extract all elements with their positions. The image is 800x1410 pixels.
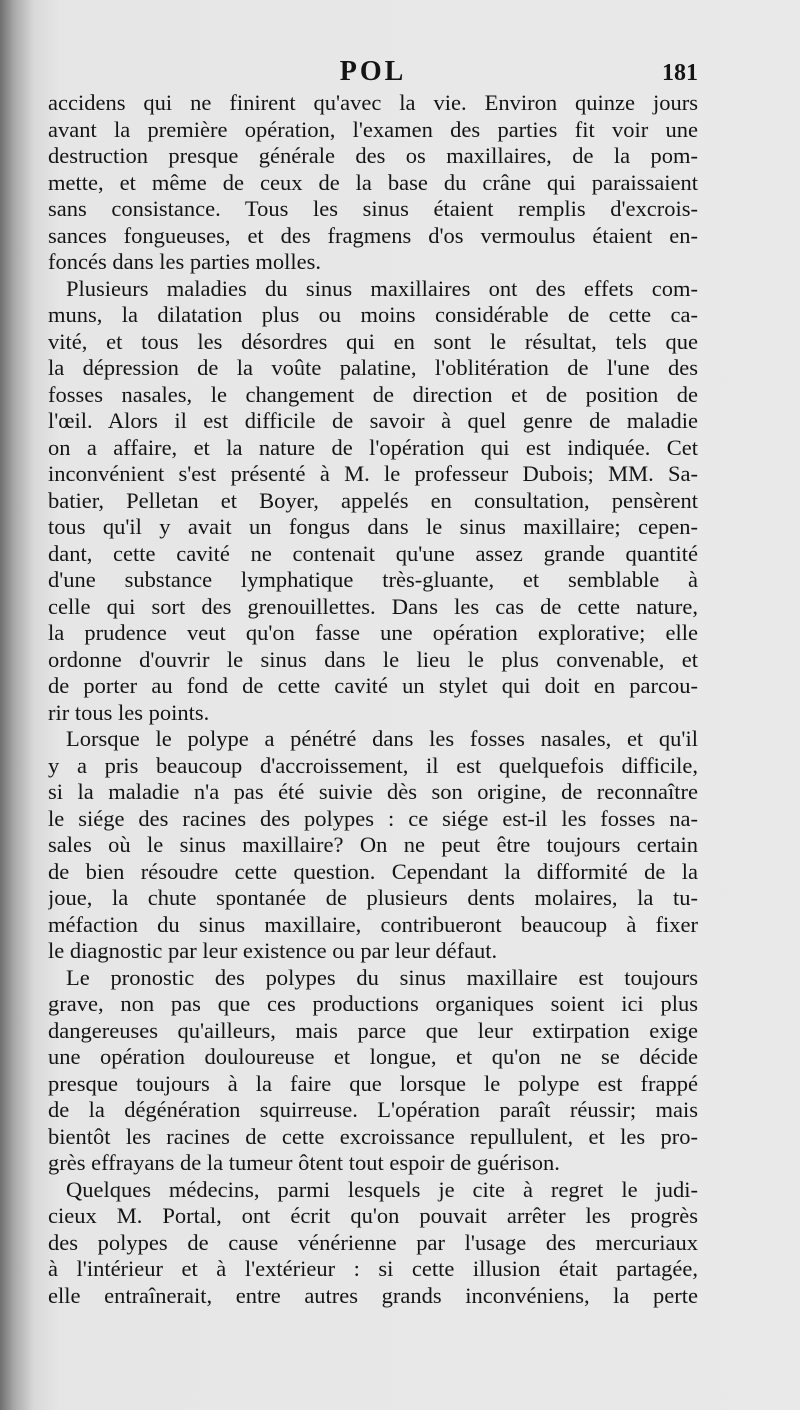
text-line: ordonne d'ouvrir le sinus dans le lieu le plus convenable, et [48,646,698,672]
text-line: la prudence veut qu'on fasse une opération explorative; elle [48,620,698,645]
text-line: le siége des racines des polypes : ce siége est-il les fosses na- [48,805,698,831]
text-line: avant la première opération, l'examen des parties fit voir une [48,116,698,142]
text-line: elle entraînerait, entre autres grands inconvéniens, la perte [48,1282,698,1308]
page-number: 181 [662,60,698,86]
text-line: rir tous les points. [48,699,210,725]
text-line: Le pronostic des polypes du sinus maxillaire est toujours [66,964,698,990]
text-line: inconvénient s'est présenté à M. le professeur Dubois; MM. Sa- [48,461,698,486]
text-line: on a affaire, et la nature de l'opération qui est indiquée. Cet [48,434,698,460]
text-line: sances fongueuses, et des fragmens d'os vermoulus étaient en- [48,222,698,248]
text-line: cieux M. Portal, ont écrit qu'on pouvait arrêter les progrès [48,1203,698,1228]
text-line: de bien résoudre cette question. Cependant la difformité de la [48,858,698,884]
text-line: accidens qui ne finirent qu'avec la vie. Environ quinze jours [48,90,698,115]
text-line: la dépression de la voûte palatine, l'oblitération de l'une des [48,355,698,380]
text-line: tous qu'il y avait un fongus dans le sinus maxillaire; cepen- [48,514,698,539]
text-line: si la maladie n'a pas été suivie dès son origine, de reconnaître [48,779,698,804]
text-line: bientôt les racines de cette excroissance repullulent, et les pro- [48,1123,698,1149]
text-line: y a pris beaucoup d'accroissement, il est quelquefois difficile, [48,752,698,778]
text-line: Quelques médecins, parmi lesquels je cite à regret le judi- [66,1176,698,1202]
text-line: dangereuses qu'ailleurs, mais parce que leur extirpation exige [48,1017,698,1043]
text-line: grès effrayans de la tumeur ôtent tout espoir de guérison. [48,1150,560,1175]
text-line: fosses nasales, le changement de direction et de position de [48,381,698,407]
text-line: le diagnostic par leur existence ou par leur défaut. [48,938,498,963]
text-line: de porter au fond de cette cavité un stylet qui doit en parcou- [48,673,698,698]
text-line: Lorsque le polype a pénétré dans les fosses nasales, et qu'il [66,726,698,751]
text-line: une opération douloureuse et longue, et qu'on ne se décide [48,1044,698,1069]
page-header [48,56,698,92]
text-line: de la dégénération squirreuse. L'opération paraît réussir; mais [48,1097,698,1122]
text-line: sans consistance. Tous les sinus étaient remplis d'excrois- [48,196,698,221]
body-text [48,90,698,1309]
text-line: à l'intérieur et à l'extérieur : si cette illusion était partagée, [48,1256,698,1281]
text-line: celle qui sort des grenouillettes. Dans les cas de cette nature, [48,593,698,619]
text-line: foncés dans les parties molles. [48,249,322,274]
text-line: sales où le sinus maxillaire? On ne peut être toujours certain [48,832,698,857]
text-line: l'œil. Alors il est difficile de savoir à quel genre de maladie [48,408,698,433]
text-line: grave, non pas que ces productions organiques soient ici plus [48,991,698,1016]
text-line: presque toujours à la faire que lorsque le polype est frappé [48,1070,698,1096]
running-head: POL [339,56,407,87]
text-line: Plusieurs maladies du sinus maxillaires ont des effets com- [66,275,698,301]
text-line: muns, la dilatation plus ou moins considérable de cette ca- [48,302,698,327]
text-line: destruction presque générale des os maxillaires, de la pom- [48,143,698,168]
text-line: des polypes de cause vénérienne par l'usage des mercuriaux [48,1229,698,1255]
text-line: d'une substance lymphatique très-gluante, et semblable à [48,567,698,592]
text-line: méfaction du sinus maxillaire, contribueront beaucoup à fixer [48,911,698,937]
text-line: dant, cette cavité ne contenait qu'une assez grande quantité [48,540,698,566]
text-line: mette, et même de ceux de la base du crâne qui paraissaient [48,169,698,195]
text-line: joue, la chute spontanée de plusieurs dents molaires, la tu- [48,885,698,910]
text-line: batier, Pelletan et Boyer, appelés en consultation, pensèrent [48,487,698,513]
text-line: vité, et tous les désordres qui en sont le résultat, tels que [48,328,698,354]
